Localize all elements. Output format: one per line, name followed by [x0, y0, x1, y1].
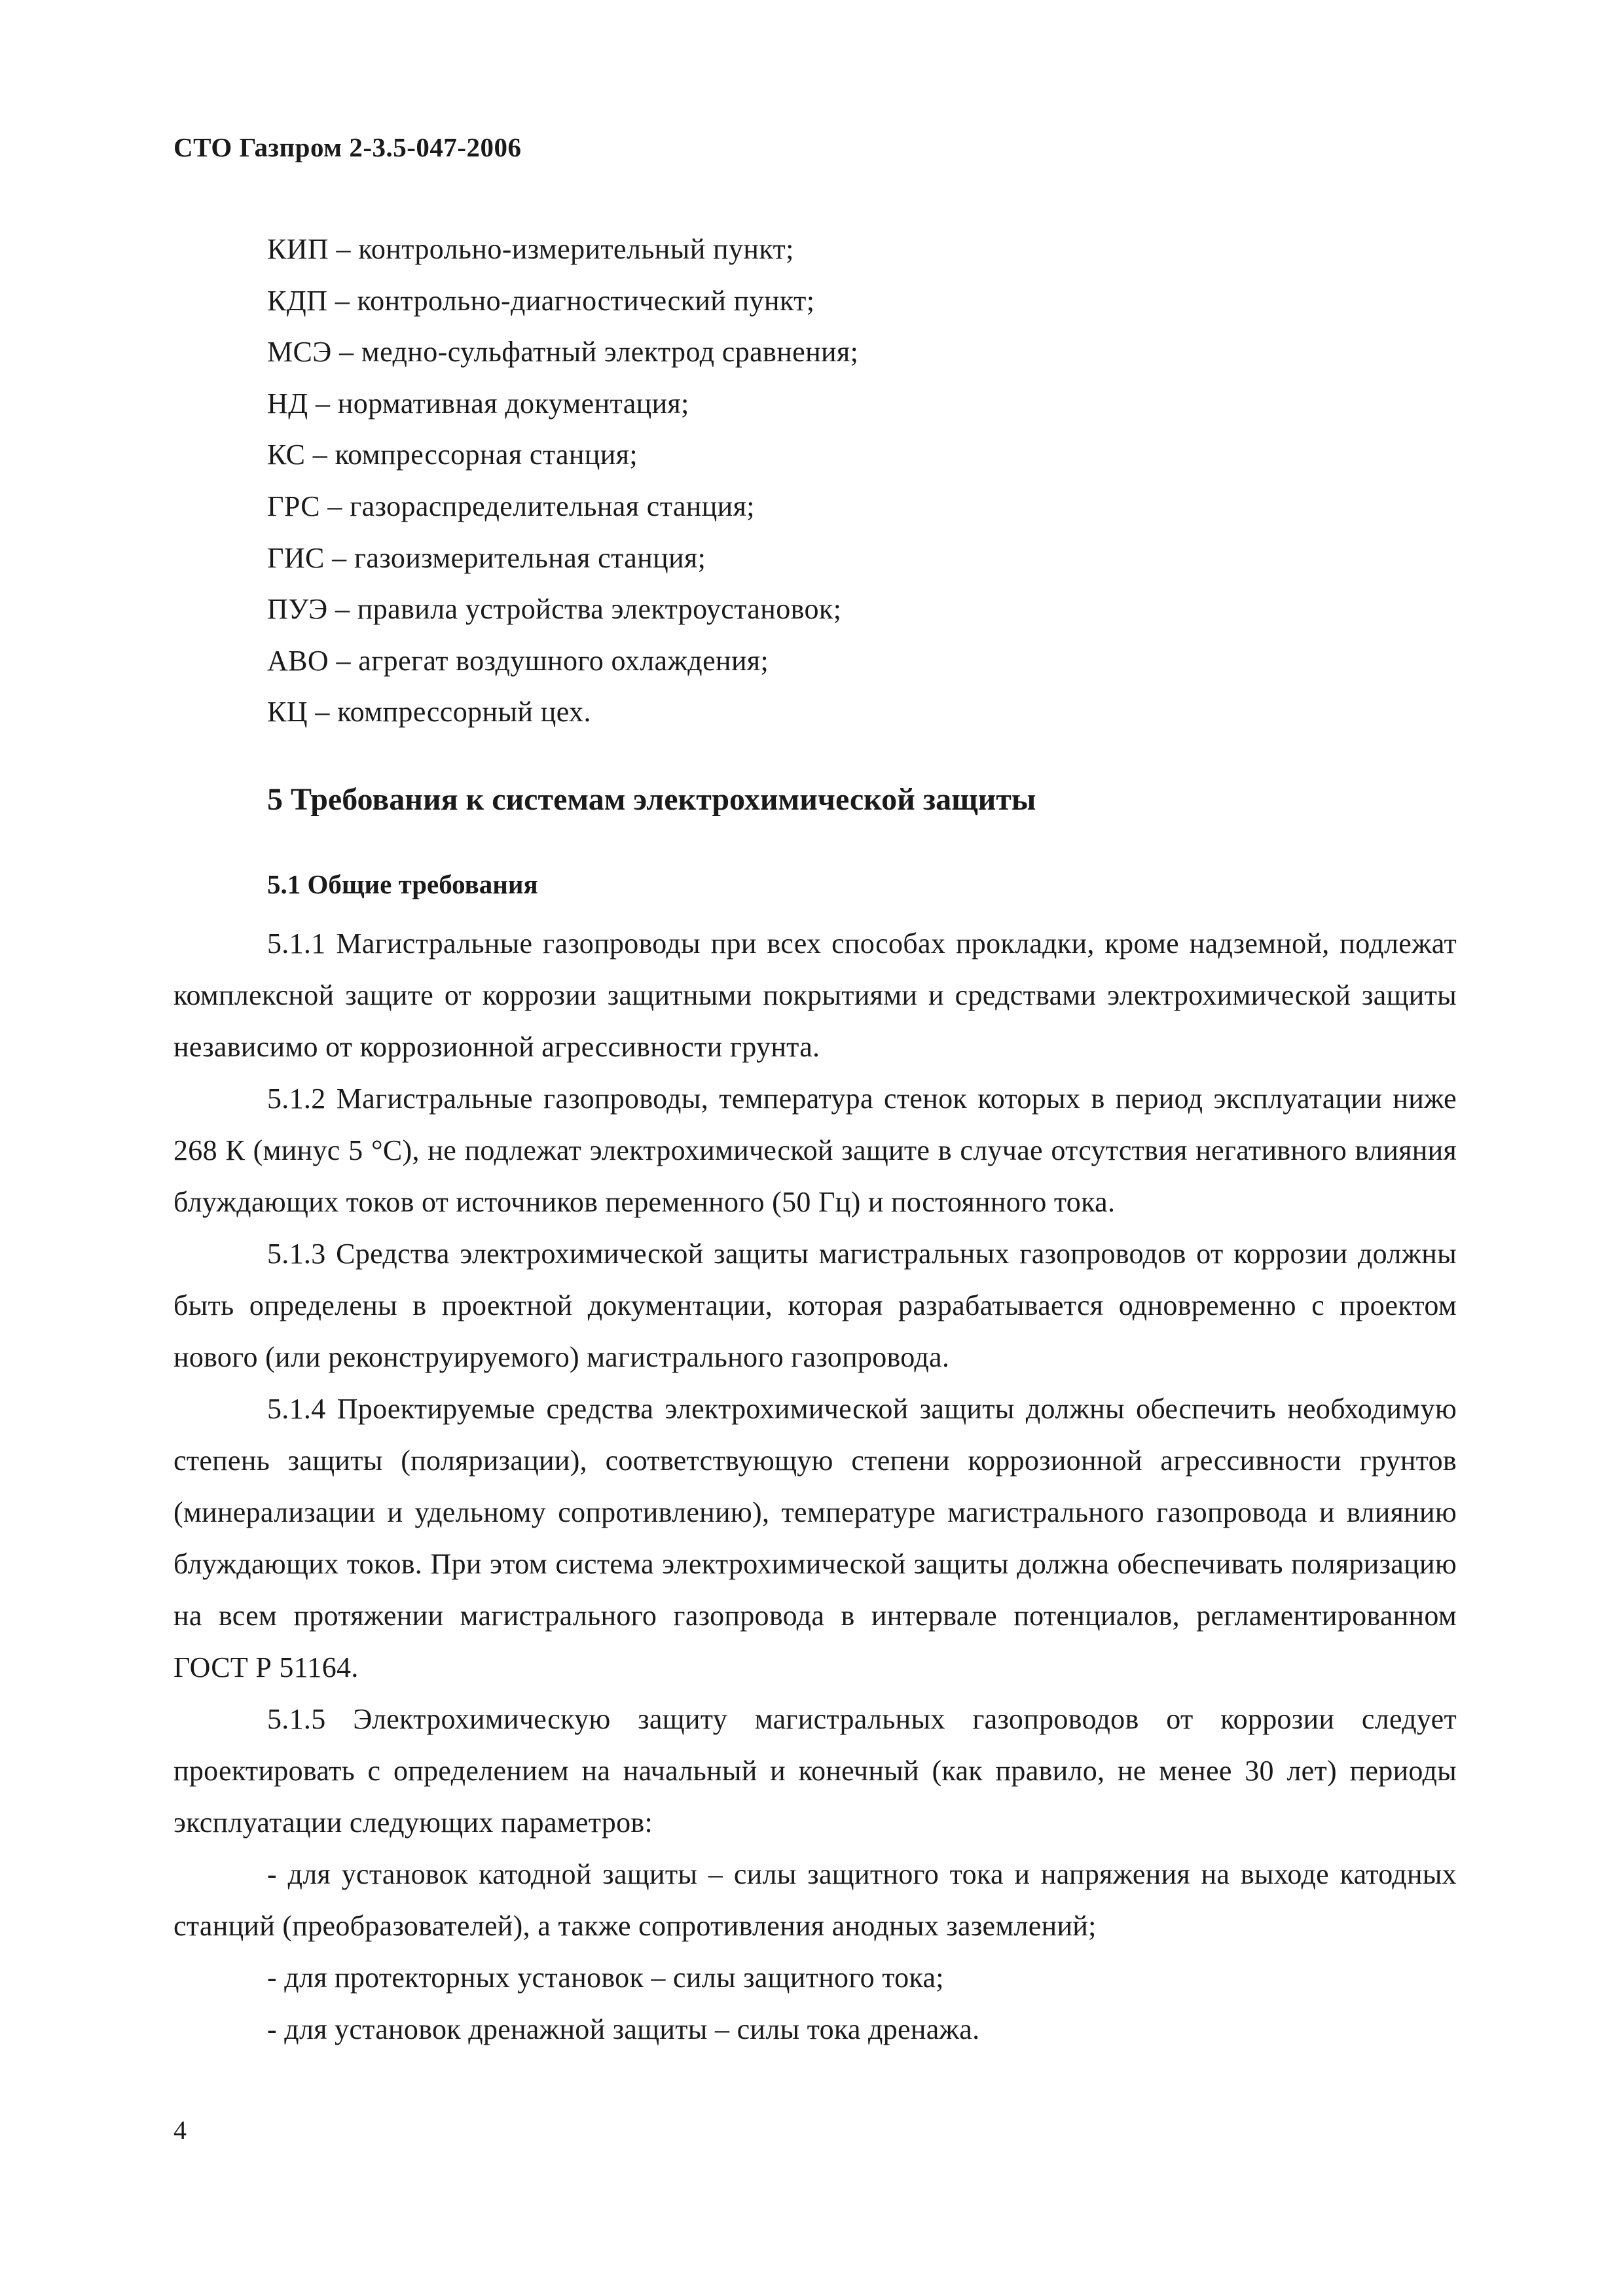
- abbreviation-item: КС – компрессорная станция;: [267, 439, 638, 471]
- section-body: [173, 918, 1457, 2055]
- abbreviation-list: [267, 224, 858, 738]
- section-title: 5 Требования к системам электрохимической защиты: [267, 782, 1036, 817]
- abbreviation-item: ГИС – газоизмерительная станция;: [267, 541, 706, 574]
- abbreviation-item: ПУЭ – правила устройства электроустановок;: [267, 593, 842, 626]
- page-number: 4: [173, 2115, 187, 2145]
- abbreviation-item: КИП – контрольно-измерительный пункт;: [267, 233, 794, 265]
- abbreviation-item: АВО – агрегат воздушного охлаждения;: [267, 644, 769, 677]
- bullet-item: - для установок катодной защиты – силы защитного тока и напряжения на выходе катодных станций (преобразователей), а также сопротивления анодных заземлений;: [173, 1858, 1457, 1942]
- subsection-title: 5.1 Общие требования: [267, 869, 538, 899]
- clause-paragraph: 5.1.4 Проектируемые средства электрохимической защиты должны обеспечить необходимую степень защиты (поляризации), соответствующую степени коррозионной агрессивности грунтов (минерализации и удельному сопротивлению), температуре магистрального газопровода и влиянию блуждающих токов. При этом система электрохимической защиты должна обеспечивать поляризацию на всем протяжении магистрального газопровода в интервале потенциалов, регламентированном ГОСТ Р 51164.: [173, 1393, 1457, 1683]
- abbreviation-item: КДП – контрольно-диагностический пункт;: [267, 284, 815, 317]
- abbreviation-item: ГРС – газораспределительная станция;: [267, 490, 755, 522]
- bullet-item: - для протекторных установок – силы защитного тока;: [267, 1962, 944, 1994]
- abbreviation-item: МСЭ – медно-сульфатный электрод сравнения;: [267, 336, 859, 368]
- clause-paragraph: 5.1.1 Магистральные газопроводы при всех способах прокладки, кроме надземной, подлежат комплексной защите от коррозии защитными покрытиями и средствами электрохимической защиты независимо от коррозионной агрессивности грунта.: [173, 927, 1457, 1063]
- abbreviation-item: НД – нормативная документация;: [267, 387, 689, 420]
- clause-paragraph: 5.1.3 Средства электрохимической защиты магистральных газопроводов от коррозии должны быть определены в проектной документации, которая разрабатывается одновременно с проектом нового (или реконструируемого) магистрального газопровода.: [173, 1238, 1457, 1373]
- clause-paragraph: 5.1.5 Электрохимическую защиту магистральных газопроводов от коррозии следует проектировать с определением на начальный и конечный (как правило, не менее 30 лет) периоды эксплуатации следующих параметров:: [173, 1703, 1457, 1839]
- clause-paragraph: 5.1.2 Магистральные газопроводы, температура стенок которых в период эксплуатации ниже 268 К (минус 5 °С), не подлежат электрохимической защите в случае отсутствия негативного влияния блуждающих токов от источников переменного (50 Гц) и постоянного тока.: [173, 1083, 1457, 1218]
- running-header: СТО Газпром 2-3.5-047-2006: [173, 132, 522, 162]
- bullet-item: - для установок дренажной защиты – силы тока дренажа.: [267, 2013, 980, 2045]
- abbreviation-item: КЦ – компрессорный цех.: [267, 696, 591, 728]
